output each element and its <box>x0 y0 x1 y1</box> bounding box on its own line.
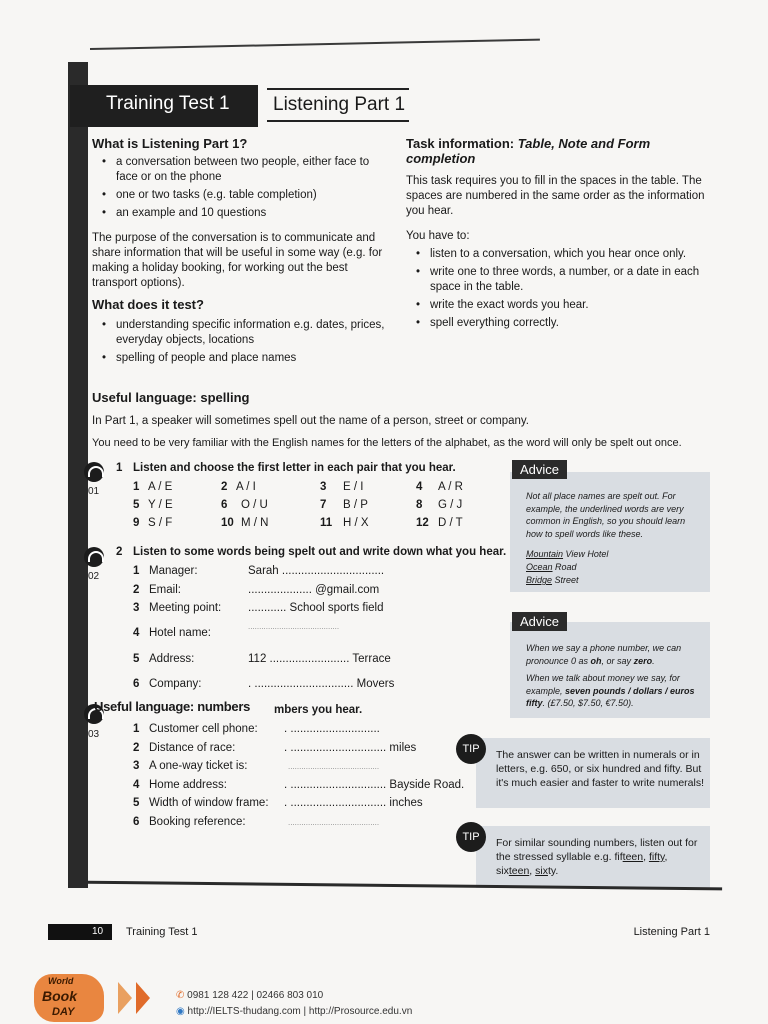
page-number: 10 <box>92 926 104 937</box>
exercise-title: Listen to some words being spelt out and write down what you hear. <box>133 546 507 558</box>
item-number: 1 <box>133 481 140 493</box>
answer-blank[interactable]: .................... @gmail.com <box>248 584 380 596</box>
letter-pair: A / R <box>438 481 463 493</box>
header-dark <box>70 85 258 127</box>
answer-blank[interactable]: . .............................. inches <box>284 797 423 809</box>
answer-blank[interactable]: Sarah ................................ <box>248 565 385 577</box>
bottom-rule <box>72 881 722 914</box>
field-label: Width of window frame: <box>149 797 269 809</box>
list-item: • an example and 10 questions <box>92 206 392 221</box>
field-label: Customer cell phone: <box>149 723 258 735</box>
track-number: 02 <box>88 571 100 582</box>
letter-pair: G / J <box>438 499 463 511</box>
phone-icon: ✆ <box>176 990 185 1001</box>
answer-blank[interactable]: ......................................... <box>288 762 380 771</box>
header-light-title: Listening Part 1 <box>273 94 406 115</box>
item-number: 3 <box>133 602 140 614</box>
answer-blank[interactable]: ............ School sports field <box>248 602 384 614</box>
letter-pair: B / P <box>343 499 368 511</box>
header-light <box>267 88 409 122</box>
item-number: 2 <box>221 481 228 493</box>
answer-blank[interactable]: . .............................. Bayside Road. <box>284 779 465 791</box>
list-item: • a conversation between two people, either face to face or on the phone <box>92 155 392 185</box>
track-number: 01 <box>88 486 100 497</box>
item-number: 1 <box>133 565 140 577</box>
item-number: 5 <box>133 499 140 511</box>
item-number: 9 <box>133 517 140 529</box>
advice-text: Not all place names are spelt out. For example, the underlined words are very common in English, so you should learn how to spell words like these. <box>526 491 686 539</box>
exercise-title: mbers you hear. <box>274 704 363 716</box>
field-label: Company: <box>149 678 202 690</box>
field-label: Address: <box>149 653 195 665</box>
list-item: • one or two tasks (e.g. table completion) <box>92 188 392 203</box>
item-number: 12 <box>416 517 429 529</box>
list-item: • spell everything correctly. <box>406 316 712 331</box>
field-label: Booking reference: <box>149 816 246 828</box>
headphones-icon[interactable] <box>84 462 104 482</box>
answer-blank[interactable]: ......................................... <box>288 818 380 827</box>
item-number: 3 <box>320 481 327 493</box>
letter-pair: A / I <box>236 481 256 493</box>
field-label: Hotel name: <box>149 627 212 639</box>
left-column <box>92 136 392 369</box>
letter-pair: S / F <box>148 517 173 529</box>
letter-pair: E / I <box>343 481 364 493</box>
footer-title: Training Test 1 <box>126 926 198 938</box>
globe-icon: ◉ <box>176 1006 185 1017</box>
bullet-list <box>92 155 392 221</box>
answer-blank[interactable]: 112 ......................... Terrace <box>248 653 391 665</box>
paragraph: In Part 1, a speaker will sometimes spell out the name of a person, street or company. <box>92 415 529 427</box>
item-number: 6 <box>133 816 140 828</box>
item-number: 2 <box>133 742 140 754</box>
advice-text: When we talk about money we say, for example, seven pounds / dollars / euros fifty. (£7.50, $7.50, €7.50). <box>526 673 695 708</box>
tip-badge: TIP <box>456 734 486 764</box>
item-number: 11 <box>320 517 333 529</box>
answer-blank[interactable]: . ............................... Movers <box>248 678 395 690</box>
item-number: 3 <box>133 760 140 772</box>
item-number: 6 <box>221 499 228 511</box>
letter-pair: O / U <box>241 499 268 511</box>
item-number: 4 <box>133 627 140 639</box>
list-item: • understanding specific information e.g. dates, prices, everyday objects, locations <box>92 318 392 348</box>
field-label: Manager: <box>149 565 198 577</box>
letter-pair: A / E <box>148 481 173 493</box>
advice-label: Advice <box>512 460 567 479</box>
field-label: Meeting point: <box>149 602 222 614</box>
tip-badge: TIP <box>456 822 486 852</box>
bullet-list <box>92 318 392 366</box>
advice-example: Ocean Road <box>526 562 577 572</box>
item-number: 5 <box>133 653 140 665</box>
answer-blank[interactable]: . .............................. miles <box>284 742 417 754</box>
exercise-title: Listen and choose the first letter in each pair that you hear. <box>133 462 456 474</box>
paragraph: The purpose of the conversation is to communicate and share information that will be useful in some way (e.g. for making a holiday booking, for working out the best transport options). <box>92 232 383 289</box>
advice-example: Bridge Street <box>526 575 579 585</box>
track-number: 03 <box>88 729 100 740</box>
chevron-icon <box>136 982 150 1014</box>
advice-label: Advice <box>512 612 567 631</box>
paragraph: This task requires you to fill in the spaces in the table. The spaces are numbered in the same order as the information you hear. <box>406 175 705 217</box>
list-item: • write the exact words you hear. <box>406 298 712 313</box>
field-label: A one-way ticket is: <box>149 760 248 772</box>
section-heading: What does it test? <box>92 297 204 312</box>
tip-text: The answer can be written in numerals or in letters, e.g. 650, or six hundred and fifty. But it's much easier and faster to write numerals! <box>496 749 705 789</box>
headphones-icon[interactable] <box>84 547 104 567</box>
section-heading: What is Listening Part 1? <box>92 136 248 151</box>
item-number: 1 <box>133 723 140 735</box>
field-label: Email: <box>149 584 181 596</box>
item-number: 4 <box>416 481 423 493</box>
answer-blank[interactable]: ......................................... <box>248 622 340 631</box>
section-heading: Task information: Table, Note and Form completion <box>406 136 651 166</box>
list-item: • spelling of people and place names <box>92 351 392 366</box>
item-number: 5 <box>133 797 140 809</box>
letter-pair: H / X <box>343 517 369 529</box>
exercise-number: 1 <box>116 462 123 474</box>
item-number: 7 <box>320 499 327 511</box>
item-number: 4 <box>133 779 140 791</box>
bullet-list <box>406 247 712 331</box>
tip-text: For similar sounding numbers, listen out for the stressed syllable e.g. fifteen, fifty, sixteen, sixty. <box>496 837 698 877</box>
item-number: 8 <box>416 499 423 511</box>
list-item: • write one to three words, a number, or a date in each space in the table. <box>406 265 712 295</box>
item-number: 6 <box>133 678 140 690</box>
item-number: 2 <box>133 584 140 596</box>
exercise-number: 2 <box>116 546 123 558</box>
contact-phone: ✆ 0981 128 422 | 02466 803 010 <box>176 990 324 1001</box>
advice-example: Mountain View Hotel <box>526 549 609 559</box>
letter-pair: M / N <box>241 517 269 529</box>
book-day-logo: World Book DAY <box>34 974 104 1022</box>
contact-web[interactable]: ◉ http://IELTS-thudang.com | http://Prosource.edu.vn <box>176 1006 413 1017</box>
paragraph: You have to: <box>406 230 470 242</box>
answer-blank[interactable]: . ............................ <box>284 723 380 735</box>
letter-pair: Y / E <box>148 499 173 511</box>
footer-section: Listening Part 1 <box>633 926 710 938</box>
field-label: Distance of race: <box>149 742 236 754</box>
advice-text: When we say a phone number, we can pronounce 0 as oh, or say zero. <box>526 643 682 666</box>
field-label: Home address: <box>149 779 227 791</box>
right-column <box>406 136 712 334</box>
chevron-icon <box>118 982 132 1014</box>
paragraph: You need to be very familiar with the English names for the letters of the alphabet, as the word will only be spelt out once. <box>92 437 682 449</box>
item-number: 10 <box>221 517 234 529</box>
section-heading: Useful language: numbers <box>94 699 251 714</box>
header-dark-title: Training Test 1 <box>106 93 230 114</box>
letter-pair: D / T <box>438 517 463 529</box>
section-heading: Useful language: spelling <box>92 390 250 405</box>
decorative-line <box>90 39 540 50</box>
list-item: • listen to a conversation, which you hear once only. <box>406 247 712 262</box>
